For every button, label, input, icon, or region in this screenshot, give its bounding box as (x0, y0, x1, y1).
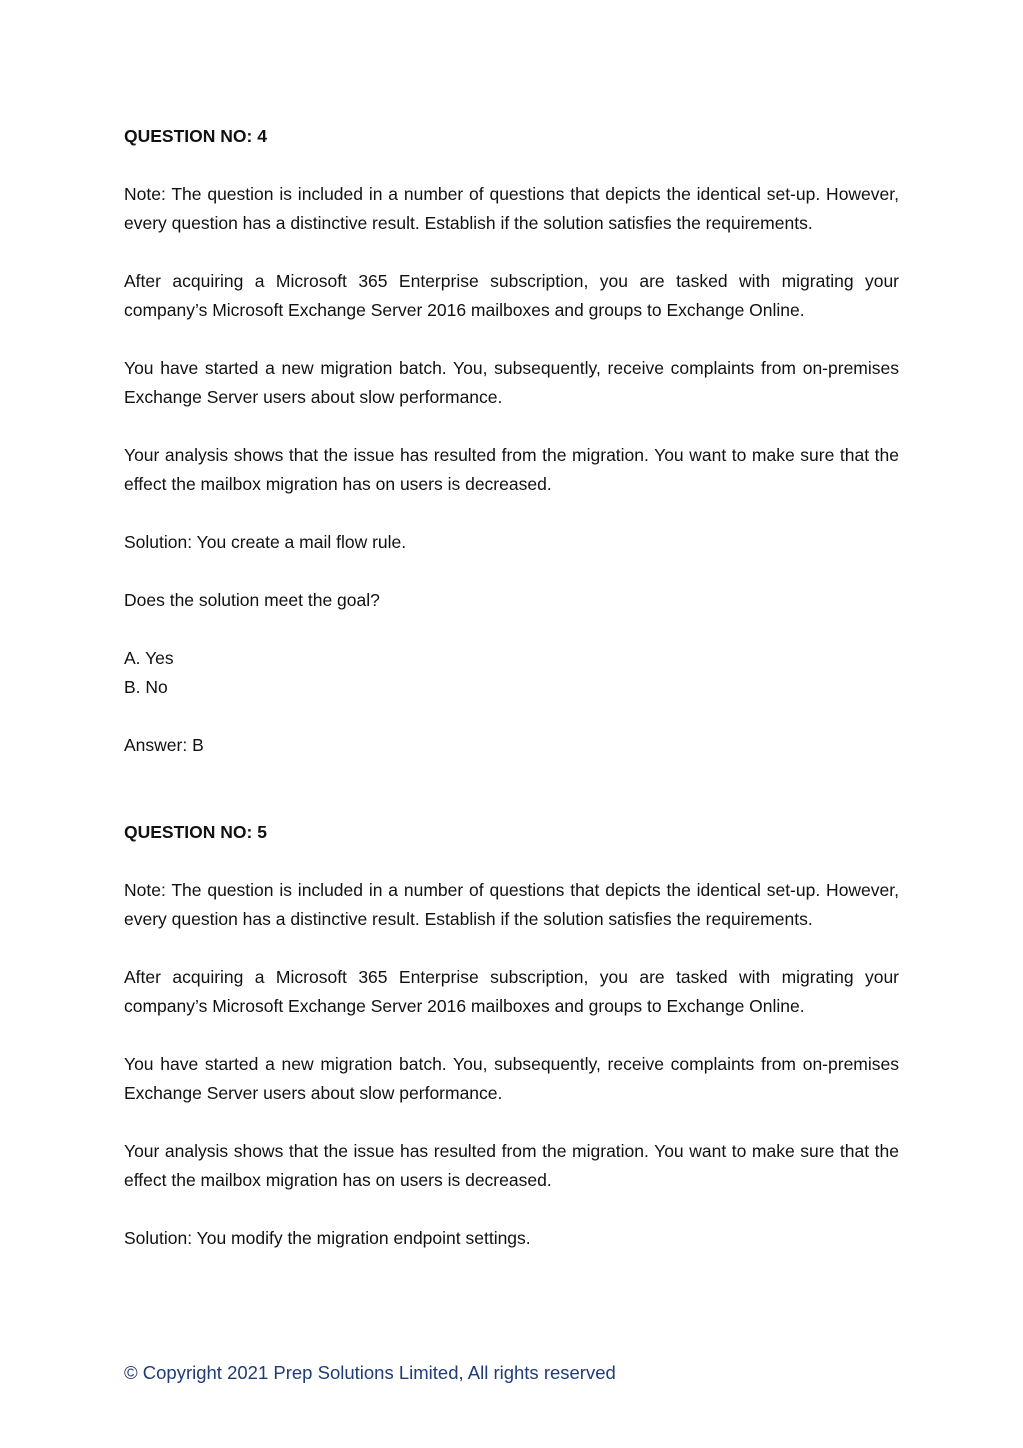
option-a: A. Yes (124, 648, 174, 668)
question-context: After acquiring a Microsoft 365 Enterprise subscription, you are tasked with migrating your company’s Microsoft Exchange Server 2016 mailboxes and groups to Exchange Online. (124, 967, 899, 1016)
question-title: QUESTION NO: 4 (124, 126, 267, 146)
question-context: Your analysis shows that the issue has resulted from the migration. You want to make sure that the effect the mailbox migration has on users is decreased. (124, 445, 899, 494)
copyright-footer: © Copyright 2021 Prep Solutions Limited, All rights reserved (124, 1362, 616, 1383)
question-note: Note: The question is included in a number of questions that depicts the identical set-up. However, every question has a distinctive result. Establish if the solution satisfies the requirements. (124, 880, 899, 929)
question-5 (124, 818, 899, 1253)
answer-options (124, 644, 899, 702)
option-b: B. No (124, 677, 168, 697)
question-answer: Answer: B (124, 735, 204, 755)
question-solution: Solution: You modify the migration endpoint settings. (124, 1228, 531, 1248)
question-context: Your analysis shows that the issue has resulted from the migration. You want to make sure that the effect the mailbox migration has on users is decreased. (124, 1141, 899, 1190)
question-4 (124, 122, 899, 760)
question-note: Note: The question is included in a number of questions that depicts the identical set-up. However, every question has a distinctive result. Establish if the solution satisfies the requirements. (124, 184, 899, 233)
question-title: QUESTION NO: 5 (124, 822, 267, 842)
page-content (124, 122, 899, 1282)
question-prompt: Does the solution meet the goal? (124, 590, 380, 610)
question-solution: Solution: You create a mail flow rule. (124, 532, 407, 552)
question-context: You have started a new migration batch. You, subsequently, receive complaints from on-premises Exchange Server users about slow performance. (124, 1054, 899, 1103)
question-context: You have started a new migration batch. You, subsequently, receive complaints from on-premises Exchange Server users about slow performance. (124, 358, 899, 407)
question-context: After acquiring a Microsoft 365 Enterprise subscription, you are tasked with migrating your company’s Microsoft Exchange Server 2016 mailboxes and groups to Exchange Online. (124, 271, 899, 320)
question-separator (124, 760, 899, 818)
